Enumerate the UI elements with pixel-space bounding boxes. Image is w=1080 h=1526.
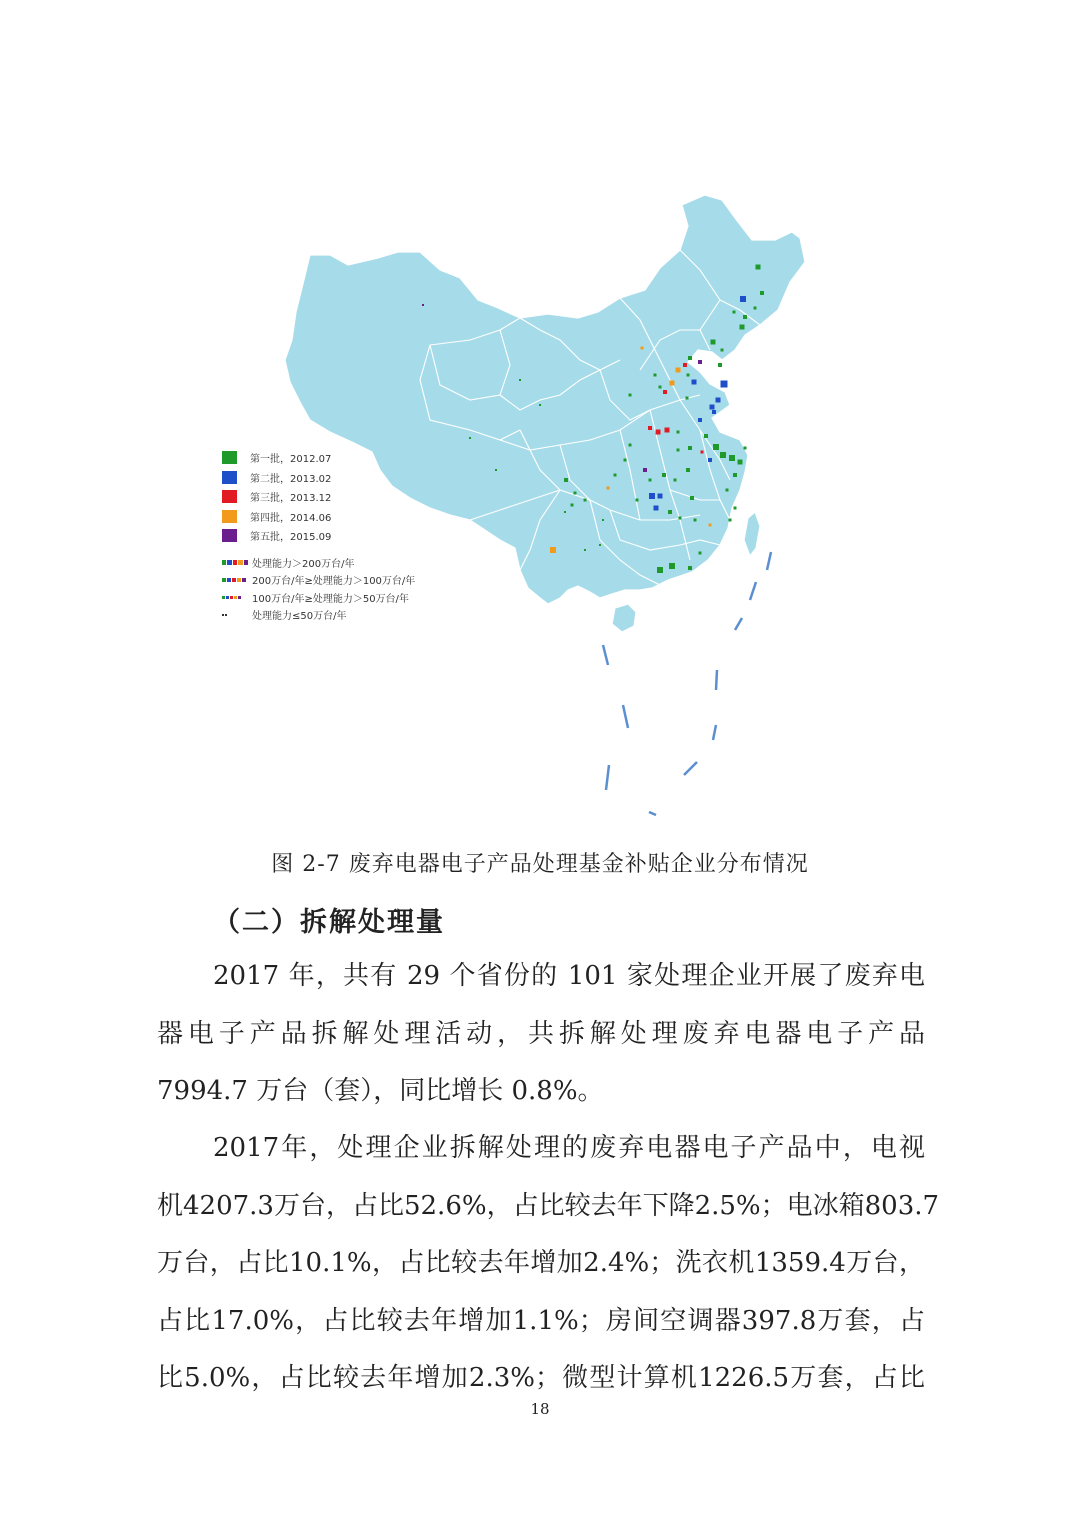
- legend-capacity-mark: [227, 578, 231, 582]
- enterprise-marker: [674, 479, 677, 482]
- enterprise-marker: [709, 524, 712, 527]
- enterprise-marker: [624, 459, 627, 462]
- enterprise-marker: [648, 426, 652, 430]
- enterprise-marker: [677, 449, 680, 452]
- enterprise-marker: [738, 460, 743, 465]
- enterprise-marker: [734, 507, 737, 510]
- boundary-dash: [603, 645, 608, 665]
- paragraph-line: 占比17.0%，占比较去年增加1.1%；房间空调器397.8万套，占: [157, 1305, 925, 1336]
- legend-capacity-mark: [227, 560, 231, 565]
- enterprise-marker: [729, 519, 732, 522]
- legend-batch-row: [222, 507, 482, 527]
- boundary-dash: [684, 762, 697, 775]
- enterprise-marker: [756, 265, 761, 270]
- taiwan-shape: [744, 512, 760, 556]
- enterprise-marker: [670, 381, 675, 386]
- enterprise-marker: [733, 473, 737, 477]
- enterprise-marker: [584, 549, 586, 551]
- legend-capacity-mark: [222, 578, 226, 582]
- enterprise-marker: [469, 437, 471, 439]
- legend-batch-row: [222, 487, 482, 507]
- legend-batches: [222, 448, 482, 546]
- legend-capacity-marks: [222, 578, 248, 582]
- boundary-dash: [767, 552, 771, 570]
- enterprise-marker: [659, 386, 662, 389]
- legend-capacity-mark: [234, 596, 237, 599]
- paragraph-line: 2017 年，共有 29 个省份的 101 家处理企业开展了废弃电: [213, 961, 925, 991]
- legend-capacity-label: 200万台/年≥处理能力＞100万台/年: [252, 576, 416, 588]
- island-dashes: [603, 552, 771, 815]
- boundary-dash: [606, 765, 609, 790]
- legend-capacity-mark: [244, 560, 248, 565]
- enterprise-marker: [720, 452, 726, 458]
- enterprise-marker: [607, 487, 610, 490]
- enterprise-marker: [629, 444, 632, 447]
- enterprise-marker: [721, 349, 724, 352]
- legend-capacity-label: 处理能力＞200万台/年: [252, 558, 355, 570]
- legend-swatch: [222, 490, 237, 503]
- enterprise-marker: [654, 506, 659, 511]
- boundary-dash: [735, 618, 742, 630]
- legend-capacity-marks: [222, 596, 248, 599]
- enterprise-marker: [710, 405, 715, 410]
- enterprise-marker: [539, 404, 541, 406]
- enterprise-marker: [733, 311, 736, 314]
- enterprise-marker: [643, 468, 647, 472]
- paragraph-line: 机4207.3万台，占比52.6%，占比较去年下降2.5%；电冰箱803.7: [157, 1190, 940, 1221]
- enterprise-marker: [495, 469, 497, 471]
- enterprise-marker: [699, 552, 702, 555]
- paragraph-line: 7994.7 万台（套），同比增长 0.8%。: [157, 1076, 604, 1106]
- enterprise-marker: [743, 315, 747, 319]
- enterprise-marker: [694, 519, 697, 522]
- enterprise-marker: [614, 474, 617, 477]
- enterprise-marker: [687, 374, 690, 377]
- paragraph-line: 万台，占比10.1%，占比较去年增加2.4%；洗衣机1359.4万台，: [157, 1248, 925, 1278]
- enterprise-marker: [713, 444, 719, 450]
- enterprise-marker: [688, 566, 692, 570]
- enterprise-marker: [744, 447, 747, 450]
- paragraph-2: [157, 1120, 940, 1408]
- legend-capacity-mark: [222, 596, 225, 599]
- enterprise-marker: [721, 381, 728, 388]
- enterprise-marker: [711, 340, 716, 345]
- legend-capacity-label: 100万台/年≥处理能力＞50万台/年: [252, 593, 409, 605]
- boundary-dash: [713, 725, 716, 740]
- enterprise-marker: [654, 374, 657, 377]
- legend-capacity-mark: [226, 596, 229, 599]
- legend-batch-row: [222, 468, 482, 488]
- legend-capacity-marks: [222, 614, 248, 616]
- legend-capacity-mark: [230, 596, 233, 599]
- enterprise-marker: [574, 492, 577, 495]
- legend-capacity-mark: [233, 560, 237, 565]
- paragraph-line: 器电子产品拆解处理活动，共拆解处理废弃电器电子产品: [157, 1018, 925, 1049]
- hainan-shape: [612, 604, 636, 632]
- enterprise-marker: [740, 296, 746, 302]
- legend-capacity-mark: [238, 560, 242, 565]
- enterprise-marker: [584, 499, 587, 502]
- enterprise-marker: [564, 478, 568, 482]
- legend-swatch: [222, 451, 237, 464]
- legend-batch-label: 第四批，2014.06: [250, 512, 332, 524]
- legend-capacity-mark: [222, 560, 226, 565]
- enterprise-marker: [564, 511, 566, 513]
- legend-batch-row: [222, 526, 482, 546]
- legend-capacity-mark: [222, 614, 224, 616]
- enterprise-marker: [683, 363, 687, 367]
- enterprise-marker: [686, 468, 690, 472]
- legend-swatch: [222, 510, 237, 523]
- legend-batch-row: [222, 448, 482, 468]
- enterprise-marker: [649, 479, 652, 482]
- page-number: 18: [530, 1400, 550, 1418]
- paragraph-1: [157, 948, 925, 1121]
- legend-capacity-row: [222, 554, 482, 572]
- legend-capacity-mark: [242, 578, 246, 582]
- enterprise-marker: [668, 510, 672, 514]
- paragraph-line: 比5.0%，占比较去年增加2.3%；微型计算机1226.5万套，占比: [157, 1363, 925, 1393]
- enterprise-marker: [669, 563, 675, 569]
- enterprise-marker: [519, 379, 521, 381]
- enterprise-marker: [688, 446, 692, 450]
- enterprise-marker: [649, 493, 655, 499]
- enterprise-marker: [657, 567, 663, 573]
- enterprise-marker: [602, 519, 604, 521]
- section-heading: （二）拆解处理量: [213, 907, 445, 938]
- boundary-dash: [649, 812, 656, 815]
- enterprise-marker: [422, 304, 424, 306]
- enterprise-marker: [550, 547, 556, 553]
- enterprise-marker: [740, 325, 745, 330]
- enterprise-marker: [629, 394, 632, 397]
- enterprise-marker: [665, 428, 670, 433]
- legend-swatch: [222, 529, 237, 542]
- enterprise-marker: [760, 291, 764, 295]
- paragraph-line: 2017年，处理企业拆解处理的废弃电器电子产品中，电视: [213, 1133, 925, 1163]
- enterprise-marker: [663, 390, 667, 394]
- legend-batch-label: 第一批，2012.07: [250, 454, 332, 466]
- legend-capacity-row: [222, 571, 482, 589]
- legend-capacity: [222, 554, 482, 624]
- enterprise-marker: [641, 347, 644, 350]
- enterprise-marker: [677, 431, 680, 434]
- enterprise-marker: [718, 363, 722, 367]
- enterprise-marker: [686, 397, 689, 400]
- enterprise-marker: [679, 517, 682, 520]
- enterprise-marker: [754, 307, 757, 310]
- enterprise-marker: [690, 496, 694, 500]
- enterprise-marker: [701, 451, 704, 454]
- enterprise-marker: [716, 398, 721, 403]
- enterprise-marker: [658, 494, 663, 499]
- boundary-dash: [716, 670, 717, 690]
- enterprise-marker: [676, 368, 681, 373]
- boundary-dash: [623, 705, 628, 728]
- enterprise-marker: [704, 434, 708, 438]
- map-legend: [222, 448, 482, 624]
- enterprise-marker: [662, 473, 666, 477]
- legend-capacity-mark: [232, 578, 236, 582]
- legend-capacity-mark: [225, 614, 227, 616]
- enterprise-marker: [698, 360, 702, 364]
- enterprise-marker: [571, 504, 574, 507]
- legend-batch-label: 第三批，2013.12: [250, 493, 332, 505]
- legend-capacity-label: 处理能力≤50万台/年: [252, 611, 347, 623]
- legend-capacity-mark: [237, 578, 241, 582]
- enterprise-marker: [636, 499, 639, 502]
- enterprise-marker: [712, 410, 716, 414]
- enterprise-marker: [726, 489, 729, 492]
- enterprise-marker: [729, 455, 735, 461]
- enterprise-marker: [599, 544, 601, 546]
- enterprise-marker: [692, 380, 697, 385]
- boundary-dash: [750, 582, 756, 600]
- legend-capacity-row: [222, 606, 482, 624]
- legend-batch-label: 第二批，2013.02: [250, 473, 332, 485]
- enterprise-marker: [708, 458, 712, 462]
- enterprise-marker: [688, 356, 692, 360]
- enterprise-marker: [698, 418, 702, 422]
- legend-capacity-mark: [238, 596, 241, 599]
- legend-batch-label: 第五批，2015.09: [250, 532, 332, 544]
- legend-capacity-marks: [222, 560, 248, 565]
- legend-capacity-row: [222, 589, 482, 607]
- legend-swatch: [222, 471, 237, 484]
- enterprise-marker: [656, 430, 661, 435]
- figure-caption: 图 2-7 废弃电器电子产品处理基金补贴企业分布情况: [271, 852, 809, 877]
